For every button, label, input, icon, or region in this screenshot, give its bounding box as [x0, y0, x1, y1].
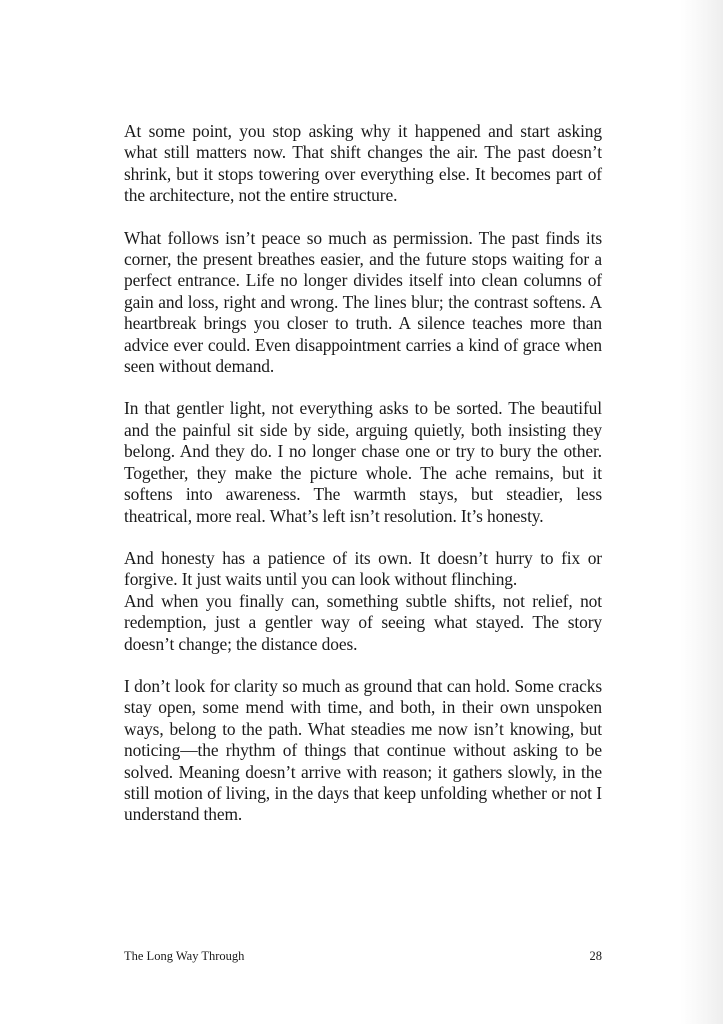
page-number: 28	[589, 949, 602, 963]
paragraph-4	[124, 548, 602, 655]
paragraph-text: At some point, you stop asking why it happened and start asking what still matters now. That shift changes the air. The past doesn’t shrink, but it stops towering over everything else. It becomes part of the architecture, not the entire structure.	[124, 121, 602, 206]
paragraph-3	[124, 398, 602, 526]
paragraph-5	[124, 676, 602, 826]
body-text	[124, 121, 602, 847]
paragraph-text-continued: And when you finally can, something subtle shifts, not relief, not redemption, just a gentler way of seeing what stayed. The story doesn’t change; the distance does.	[124, 590, 602, 654]
page-footer	[124, 949, 602, 964]
paragraph-1	[124, 121, 602, 207]
paragraph-text: In that gentler light, not everything asks to be sorted. The beautiful and the painful sit side by side, arguing quietly, both insisting they belong. And they do. I no longer chase one or try to bury the other. Together, they make the picture whole. The ache remains, but it softens into awareness. The warmth stays, but steadier, less theatrical, more real. What’s left isn’t resolution. It’s honesty.	[124, 398, 602, 526]
running-title: The Long Way Through	[124, 949, 245, 963]
paragraph-2	[124, 228, 602, 378]
paragraph-text: What follows isn’t peace so much as permission. The past finds its corner, the present breathes easier, and the future stops waiting for a perfect entrance. Life no longer divides itself into clean columns of gain and loss, right and wrong. The lines blur; the contrast softens. A heartbreak brings you closer to truth. A silence teaches more than advice ever could. Even disappointment carries a kind of grace when seen without demand.	[124, 227, 602, 377]
paragraph-text: I don’t look for clarity so much as ground that can hold. Some cracks stay open, some mend with time, and both, in their own unspoken ways, belong to the path. What steadies me now isn’t knowing, but noticing—the rhythm of things that continue without asking to be solved. Meaning doesn’t arrive with reason; it gathers slowly, in the still motion of living, in the days that keep unfolding whether or not I understand them.	[124, 675, 602, 825]
paragraph-text: And honesty has a patience of its own. It doesn’t hurry to fix or forgive. It just waits until you can look without flinching.	[124, 547, 602, 590]
